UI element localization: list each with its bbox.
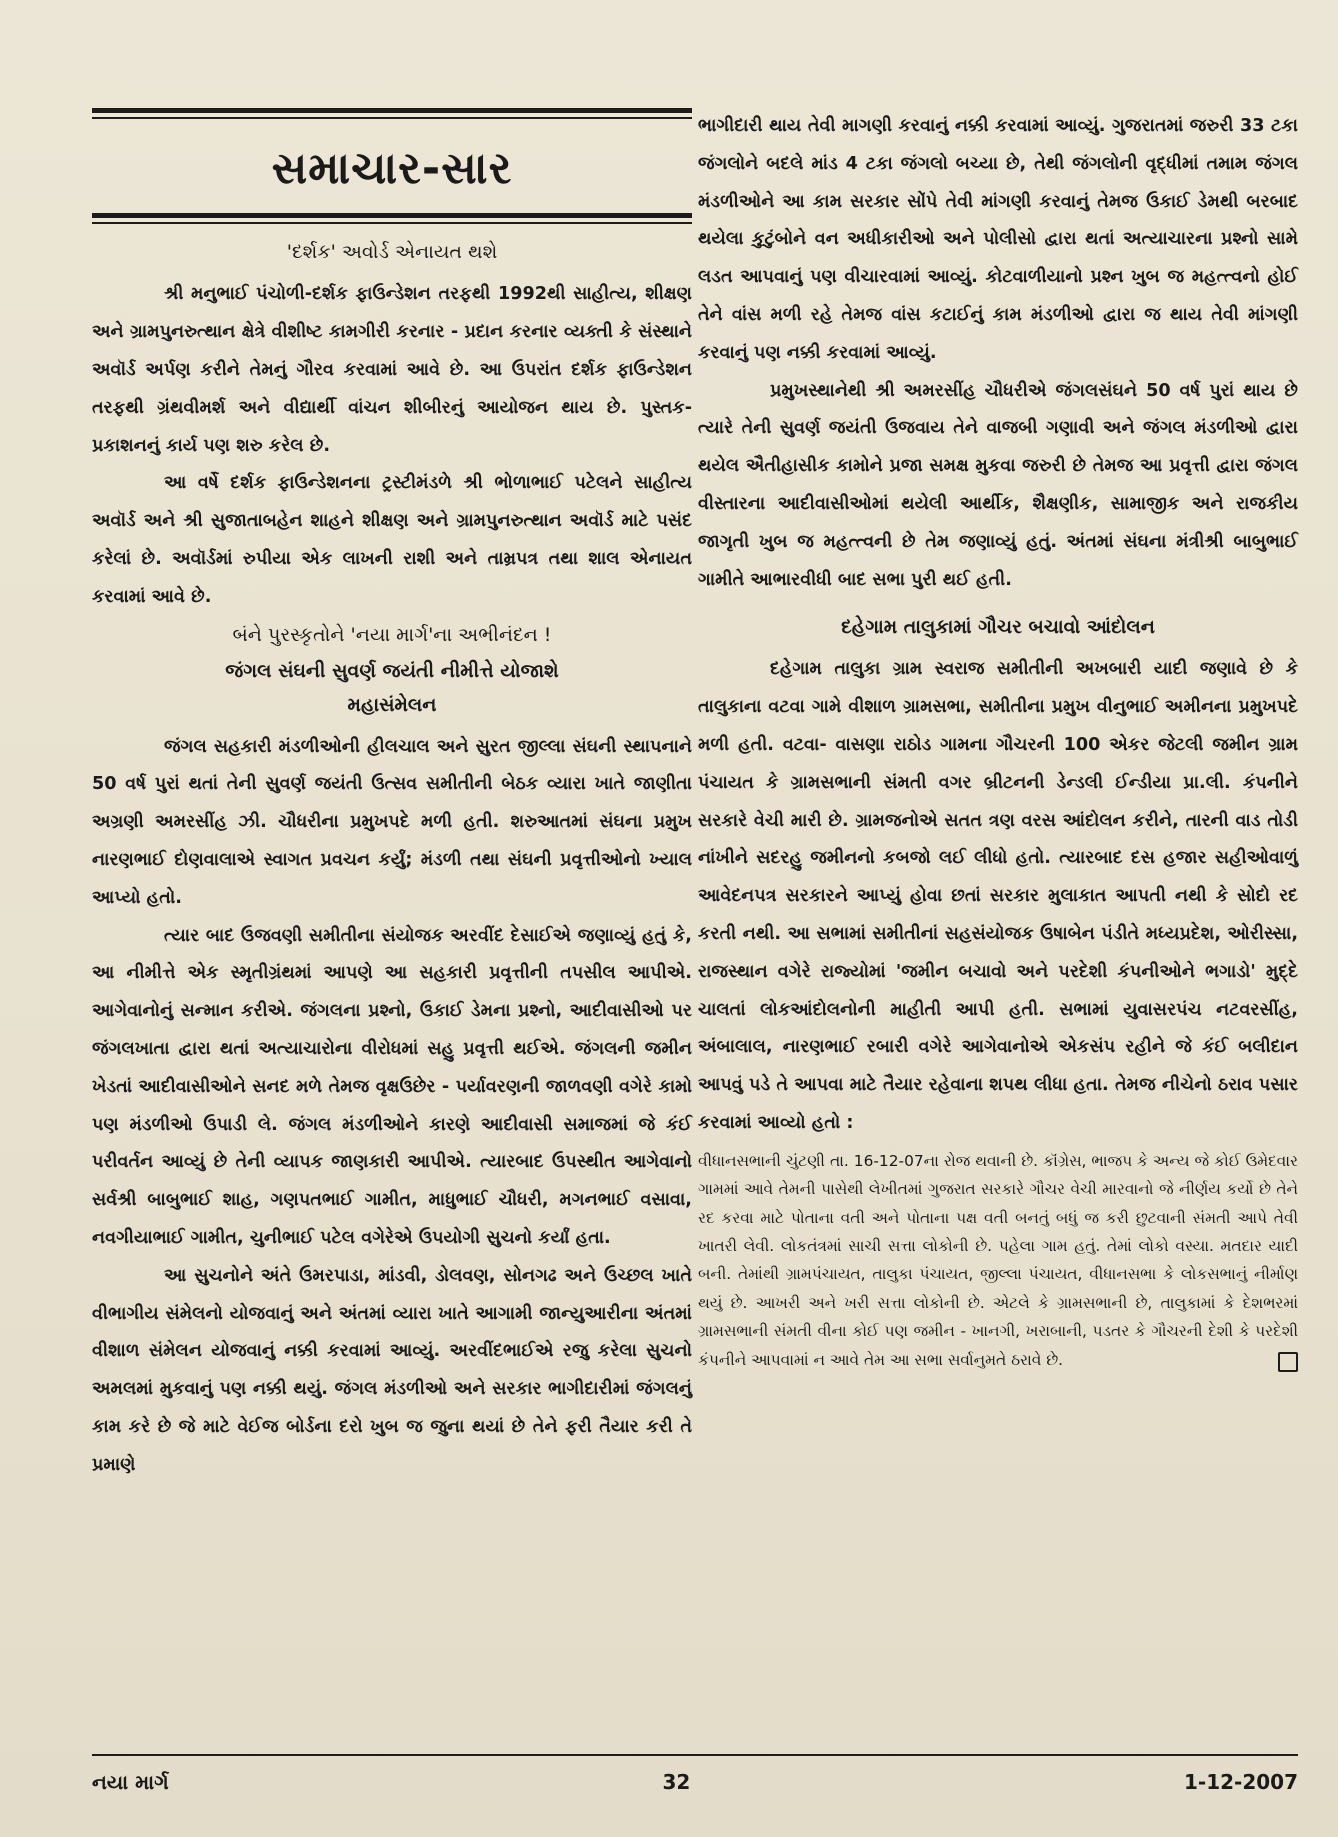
footer-page-number: 32 (662, 1770, 691, 1794)
article-heading-jungle-sangh: જંગલ સંઘની સુવર્ણ જયંતી નીમીત્તે યોજાશે (225, 659, 559, 682)
section-title: સમાચાર-સાર (271, 143, 513, 194)
resolution-body: વીધાનસભાની ચુંટણી તા. 16-12-07ના રોજ થવાની છે. કૉંગ્રેસ, ભાજપ કે અન્ય જે કોઈ ઉમેદવાર ગામમાં આવે તેમની પાસેથી લેખીતમાં ગુજરાત સરકારે ગૌચર વેચી મારવાનો જે નીર્ણય કર્યો છે તેને રદ કરવા માટે પોતાના વતી અને પોતાના પક્ષ વતી બનતું બધું જ કરી છુટવાની સંમતી આપે તેવી ખાતરી લેવી. લોકતંત્રમાં સાચી સત્તા લોકોની છે. પહેલા ગામ હતું. તેમાં લોકો વસ્યા. મતદાર યાદી બની. તેમાંથી ગ્રામપંચાયત, તાલુકા પંચાયત, જીલ્લા પંચાયત, વીધાનસભા કે લોકસભાનું નીર્માણ થયું છે. આખરી અને ખરી સત્તા લોકોની છે. એટલે કે ગ્રામસભાની છે, તાલુકામાં કે દેશભરમાં ગ્રામસભાની સંમતી વીના કોઈ પણ જમીન - ખાનગી, ખરાબાની, પડતર કે ગૌચરની દેશી કે પરદેશી કંપનીને આપવામાં ન આવે તેમ આ સભા સર્વાનુમતે ઠરાવે છે. (698, 1151, 1298, 1369)
title-rule-top (92, 108, 692, 113)
footer-date: 1-12-2007 (1183, 1770, 1298, 1794)
title-rule-bottom (92, 213, 692, 218)
left-column (92, 108, 692, 1485)
article-paragraph: શ્રી મનુભાઈ પંચોળી-દર્શક ફાઉન્ડેશન તરફથી 1992થી સાહીત્ય, શીક્ષણ અને ગ્રામપુનરુત્થાન ક્ષેત્રે વીશીષ્ટ કામગીરી કરનાર - પ્રદાન કરનાર વ્યક્તી કે સંસ્થાને અવૉર્ડ અર્પણ કરીને તેમનું ગૌરવ કરવામાં આવે છે. આ ઉપરાંત દર્શક ફાઉન્ડેશન તરફથી ગ્રંથવીમર્શ અને વીદ્યાર્થી વાંચન શીબીરનું આયોજન થાય છે. પુસ્તક-પ્રકાશનનું કાર્ય પણ શરુ કરેલ છે. (92, 284, 692, 456)
title-rule-bottom-thin (92, 222, 692, 224)
article-paragraph: જંગલ સહકારી મંડળીઓની હીલચાલ અને સુરત જીલ્લા સંઘની સ્થાપનાને 50 વર્ષ પુરાં થતાં તેની સુવર્ણ જયંતી ઉત્સવ સમીતીની બેઠક વ્યારા ખાતે જાણીતા અગ્રણી અમરસીંહ ઝી. ચૌધરીના પ્રમુખપદે મળી હતી. શરુઆતમાં સંઘના પ્રમુખ નારણભાઈ દોણવાલાએ સ્વાગત પ્રવચન કર્યું; મંડળી તથા સંઘની પ્રવૃત્તીઓનો ખ્યાલ આપ્યો હતો. (92, 736, 692, 908)
article-heading-dehgam-gauchar: દહેગામ તાલુકામાં ગૌચર બચાવો આંદોલન (841, 616, 1155, 639)
article-heading-mahasammelan: મહાસંમેલન (347, 693, 437, 716)
page-footer (92, 1770, 1298, 1794)
congratulations-line: બંને પુરસ્કૃતોને 'નયા માર્ગ'ના અભીનંદન ! (232, 623, 552, 646)
footer-rule (92, 1754, 1298, 1756)
article-heading-darshak-award: 'દર્શક' અવોર્ડ એનાયત થશે (286, 241, 498, 264)
right-column (698, 108, 1298, 1374)
article-paragraph: ત્યાર બાદ ઉજવણી સમીતીના સંયોજક અરવીંદ દેસાઈએ જણાવ્યું હતું કે, આ નીમીત્તે એક સ્મૃતીગ્રંથમાં આપણે આ સહકારી પ્રવૃત્તીની તપસીલ આપીએ. આગેવાનોનું સન્માન કરીએ. જંગલના પ્રશ્નો, ઉકાઈ ડેમના પ્રશ્નો, આદીવાસીઓ પર જંગલખાતા દ્વારા થતાં અત્યાચારોના વીરોધમાં સહુ પ્રવૃત્તી થઈએ. જંગલની જમીન ખેડતાં આદીવાસીઓને સનદ મળે તેમજ વૃક્ષઉછેર - પર્યાવરણની જાળવણી વગેરે કામો પણ મંડળીઓ ઉપાડી લે. જંગલ મંડળીઓને કારણે આદીવાસી સમાજમાં જે કંઈ પરીવર્તન આવ્યું છે તેની વ્યાપક જાણકારી આપીએ. ત્યારબાદ ઉપસ્થીત આગેવાનો સર્વશ્રી બાબુભાઈ શાહ, ગણપતભાઈ ગામીત, માધુભાઈ ચૌધરી, મગનભાઈ વસાવા, નવગીયાભાઈ ગામીત, ચુનીભાઈ પટેલ વગેરેએ ઉપયોગી સુચનો કર્યાં હતા. (92, 925, 692, 1248)
footer-magazine-name: નયા માર્ગ (92, 1770, 169, 1794)
end-mark-box-icon (1278, 1352, 1298, 1372)
article-paragraph: ભાગીદારી થાય તેવી માગણી કરવાનું નક્કી કરવામાં આવ્યું. ગુજરાતમાં જરુરી 33 ટકા જંગલોને બદલે માંડ 4 ટકા જંગલો બચ્યા છે, તેથી જંગલોની વૃદ્ધીમાં તમામ જંગલ મંડળીઓને આ કામ સરકાર સોંપે તેવી માંગણી કરવાનું તેમજ ઉકાઈ ડેમથી બરબાદ થયેલા કુટુંબોને વન અધીકારીઓ અને પોલીસો દ્વારા થતાં અત્યાચારના પ્રશ્નો સામે લડત આપવાનું પણ વીચારવામાં આવ્યું. કોટવાળીયાનો પ્રશ્ન ખુબ જ મહત્ત્વનો હોઈ તેને વાંસ મળી રહે તેમજ વાંસ કટાઈનું કામ મંડળીઓ દ્વારા જ થાય તેવી માંગણી કરવાનું પણ નક્કી કરવામાં આવ્યું. (698, 116, 1298, 363)
article-paragraph: પ્રમુખસ્થાનેથી શ્રી અમરસીંહ ચૌધરીએ જંગલસંઘને 50 વર્ષ પુરાં થાય છે ત્યારે તેની સુવર્ણ જયંતી ઉજવાય તેને વાજબી ગણાવી અને જંગલ મંડળીઓ દ્વારા થયેલ ઐતીહાસીક કામોને પ્રજા સમક્ષ મુકવા જરુરી છે તેમજ આ પ્રવૃત્તી દ્વારા જંગલ વીસ્તારના આદીવાસીઓમાં થયેલી આર્થીક, શૈક્ષણીક, સામાજીક અને રાજકીય જાગૃતી ખુબ જ મહત્ત્વની છે તેમ જણાવ્યું હતું. અંતમાં સંઘના મંત્રીશ્રી બાબુભાઈ ગામીતે આભારવીધી બાદ સભા પુરી થઈ હતી. (698, 380, 1298, 590)
article-paragraph: આ વર્ષે દર્શક ફાઉન્ડેશનના ટ્રસ્ટીમંડળે શ્રી ભોળાભાઈ પટેલને સાહીત્ય અવૉર્ડ અને શ્રી સુજાતાબહેન શાહને શીક્ષણ અને ગ્રામપુનરુત્થાન અવૉર્ડ માટે પસંદ કરેલાં છે. અવૉર્ડમાં રુપીયા એક લાખની રાશી અને તામ્રપત્ર તથા શાલ એનાયત કરવામાં આવે છે. (92, 473, 692, 607)
resolution-text (698, 1147, 1298, 1374)
article-paragraph: દહેગામ તાલુકા ગ્રામ સ્વરાજ સમીતીની અખબારી યાદી જણાવે છે કે તાલુકાના વટવા ગામે વીશાળ ગ્રામસભા, સમીતીના પ્રમુખ વીનુભાઈ અમીનના પ્રમુખપદે મળી હતી. વટવા- વાસણા રાઠોડ ગામના ગૌચરની 100 એકર જેટલી જમીન ગ્રામ પંચાયત કે ગ્રામસભાની સંમતી વગર બ્રીટનની ડેન્ડલી ઈન્ડીયા પ્રા.લી. કંપનીને સરકારે વેચી મારી છે. ગ્રામજનોએ સતત ત્રણ વરસ આંદોલન કરીને, તારની વાડ તોડી નાંખીને સદરહુ જમીનનો કબજો લઈ લીધો હતો. ત્યારબાદ દસ હજાર સહીઓવાળું આવેદનપત્ર સરકારને આપ્યું હોવા છતાં સરકાર મુલાકાત આપતી નથી કે સોદો રદ કરતી નથી. આ સભામાં સમીતીનાં સહસંયોજક ઉષાબેન પંડીતે મધ્યપ્રદેશ, ઓરીસ્સા, રાજસ્થાન વગેરે રાજ્યોમાં 'જમીન બચાવો અને પરદેશી કંપનીઓને ભગાડો' મુદ્દે ચાલતાં લોકઆંદોલનોની માહીતી આપી હતી. સભામાં યુવાસરપંચ નટવરસીંહ, અંબાલાલ, નારણભાઈ રબારી વગેરે આગેવાનોએ એકસંપ રહીને જે કંઈ બલીદાન આપવું પડે તે આપવા માટે તૈયાર રહેવાના શપથ લીધા હતા. તેમજ નીચેનો ઠરાવ પસાર કરવામાં આવ્યો હતો : (698, 659, 1298, 1133)
article-paragraph: આ સુચનોને અંતે ઉમરપાડા, માંડવી, ડોલવણ, સોનગઢ અને ઉચ્છલ ખાતે વીભાગીય સંમેલનો યોજવાનું અને અંતમાં વ્યારા ખાતે આગામી જાન્યુઆરીના અંતમાં વીશાળ સંમેલન યોજવાનું નક્કી કરવામાં આવ્યું. અરવીંદભાઈએ રજુ કરેલા સુચનો અમલમાં મુકવાનું પણ નક્કી થયું. જંગલ મંડળીઓ અને સરકાર ભાગીદારીમાં જંગલનું કામ કરે છે જે માટે વેઈજ બોર્ડના દરો ખુબ જ જુના થયાં છે તેને ફરી તૈયાર કરી તે પ્રમાણે (92, 1265, 692, 1475)
